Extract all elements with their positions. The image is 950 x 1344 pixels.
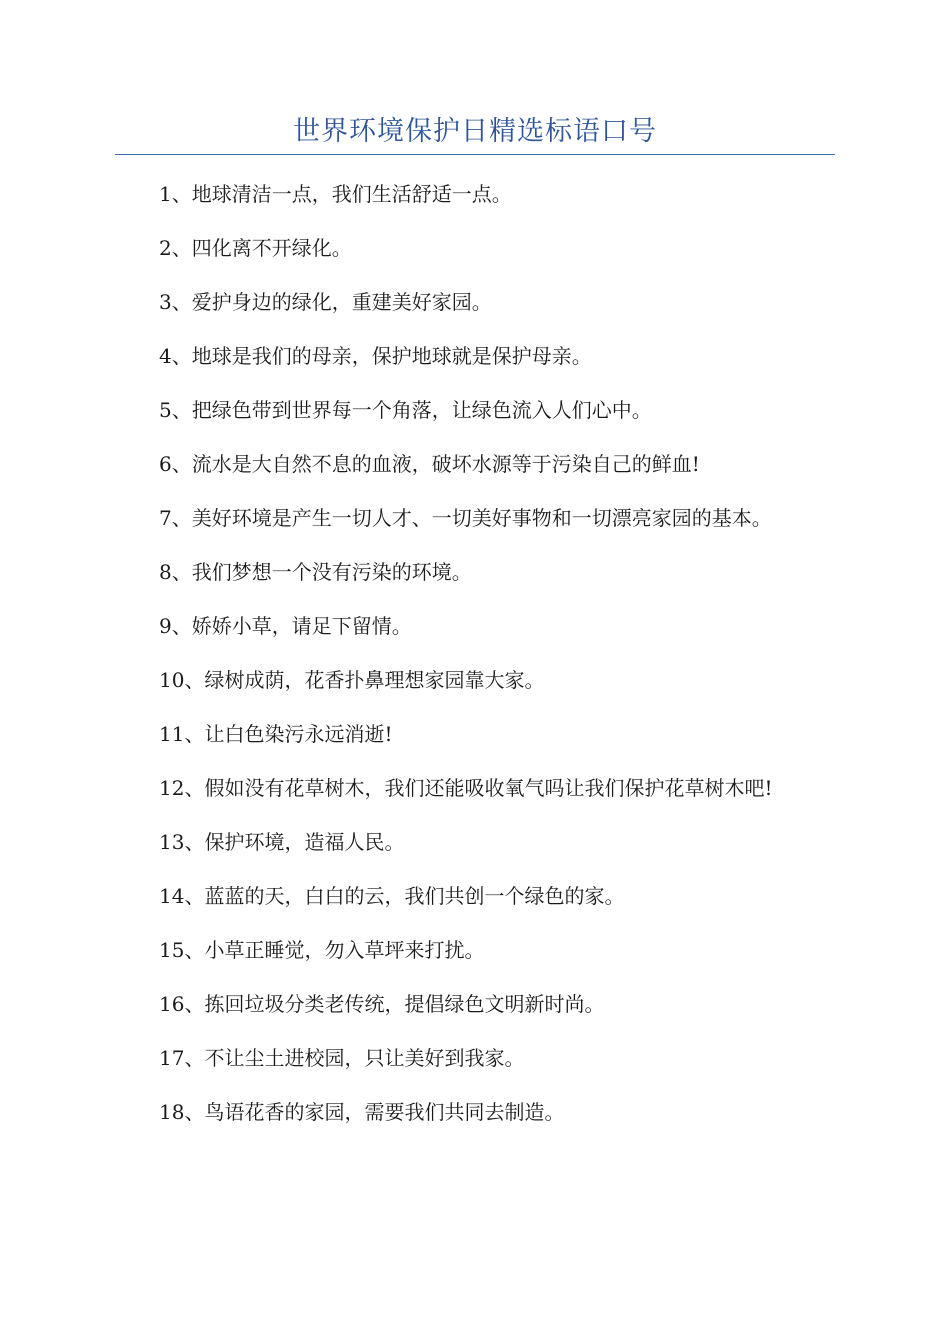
slogan-item: 18、鸟语花香的家园，需要我们共同去制造。 [159, 1100, 565, 1124]
slogan-item: 2、四化离不开绿化。 [159, 236, 352, 260]
slogan-item: 6、流水是大自然不息的血液，破坏水源等于污染自己的鲜血! [159, 452, 700, 476]
slogan-item: 10、绿树成荫，花香扑鼻理想家园靠大家。 [159, 668, 545, 692]
slogan-item: 1、地球清洁一点，我们生活舒适一点。 [159, 182, 512, 206]
slogan-item: 12、假如没有花草树木，我们还能吸收氧气吗让我们保护花草树木吧! [159, 776, 773, 800]
slogan-item: 3、爱护身边的绿化，重建美好家园。 [159, 290, 492, 314]
slogan-item: 17、不让尘土进校园，只让美好到我家。 [159, 1046, 525, 1070]
slogan-item: 16、拣回垃圾分类老传统，提倡绿色文明新时尚。 [159, 992, 605, 1016]
slogan-item: 8、我们梦想一个没有污染的环境。 [159, 560, 472, 584]
page-title: 世界环境保护日精选标语口号 [293, 116, 657, 147]
slogan-item: 15、小草正睡觉，勿入草坪来打扰。 [159, 938, 485, 962]
slogan-item: 4、地球是我们的母亲，保护地球就是保护母亲。 [159, 344, 592, 368]
slogan-item: 7、美好环境是产生一切人才、一切美好事物和一切漂亮家园的基本。 [159, 506, 772, 530]
slogan-item: 11、让白色染污永远消逝! [159, 722, 393, 746]
slogan-list [115, 176, 810, 1148]
slogan-item: 5、把绿色带到世界每一个角落，让绿色流入人们心中。 [159, 398, 652, 422]
title-underline [115, 154, 835, 155]
slogan-item: 9、娇娇小草，请足下留情。 [159, 614, 412, 638]
slogan-item: 13、保护环境，造福人民。 [159, 830, 405, 854]
slogan-item: 14、蓝蓝的天，白白的云，我们共创一个绿色的家。 [159, 884, 625, 908]
